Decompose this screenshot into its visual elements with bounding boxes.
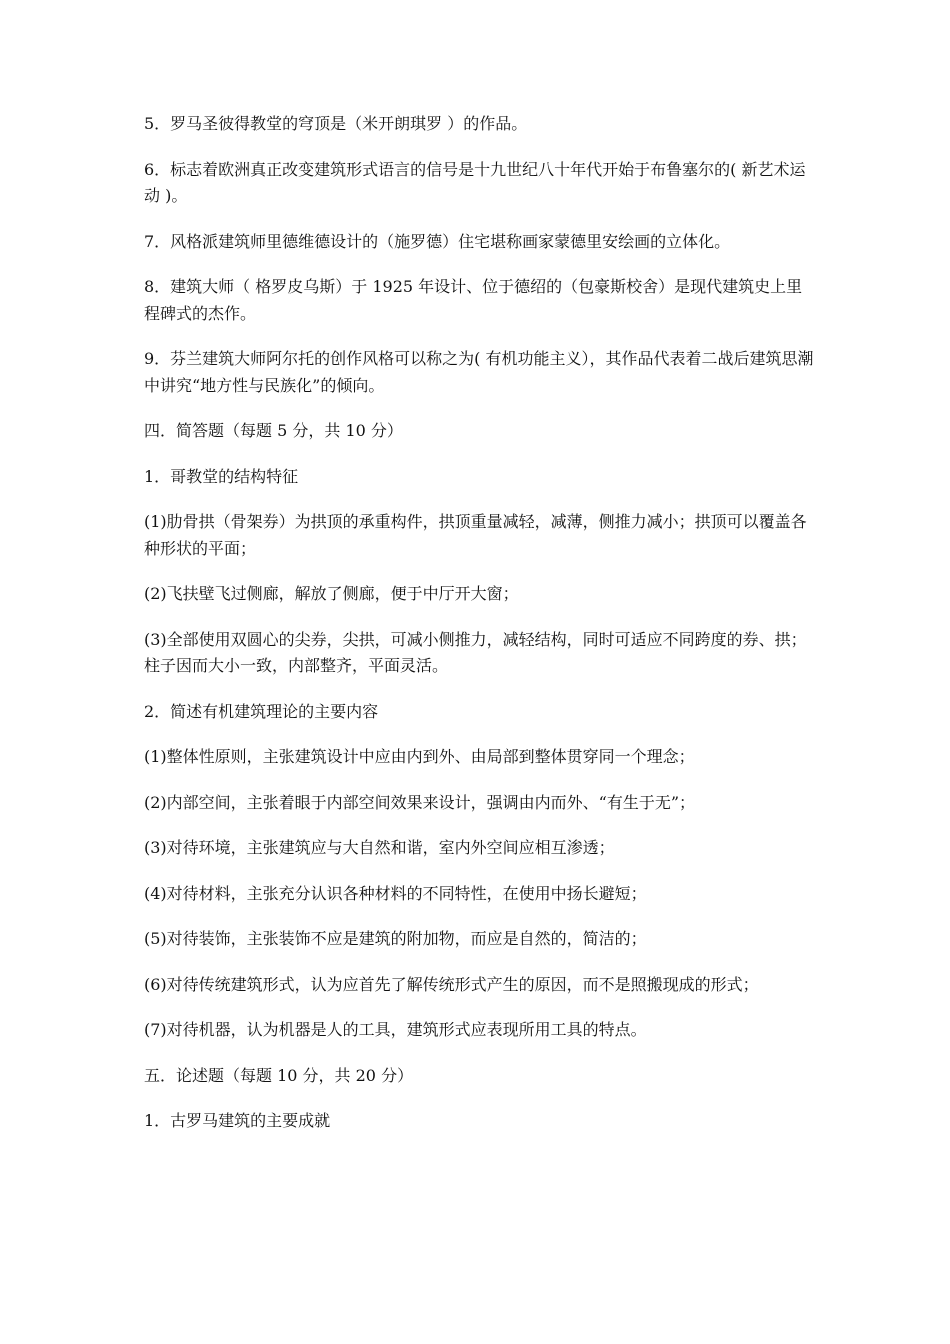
section-heading-essay: 五．论述题（每题 10 分，共 20 分） bbox=[144, 1065, 414, 1085]
answer-point: (4)对待材料，主张充分认识各种材料的不同特性，在使用中扬长避短； bbox=[144, 883, 647, 903]
answer-point: (3)全部使用双圆心的尖券，尖拱，可减小侧推力，减轻结构，同时可适应不同跨度的券、拱；柱子因而大小一致，内部整齐，平面灵活。 bbox=[144, 629, 807, 675]
fill-blank-item-8: 8．建筑大师（ 格罗皮乌斯）于 1925 年设计、位于德绍的（包豪斯校舍）是现代建筑史上里程碑式的杰作。 bbox=[144, 277, 803, 323]
fill-blank-item-9: 9．芬兰建筑大师阿尔托的创作风格可以称之为( 有机功能主义），其作品代表着二战后建筑思潮中讲究“地方性与民族化”的倾向。 bbox=[144, 349, 814, 395]
answer-point: (7)对待机器，认为机器是人的工具，建筑形式应表现所用工具的特点。 bbox=[144, 1020, 647, 1039]
answer-point: (6)对待传统建筑形式，认为应首先了解传统形式产生的原因，而不是照搬现成的形式； bbox=[144, 974, 759, 994]
answer-point: (1)肋骨拱（骨架券）为拱顶的承重构件，拱顶重量减轻，减薄，侧推力减小；拱顶可以覆盖各种形状的平面； bbox=[144, 512, 807, 558]
answer-point: (2)内部空间，主张着眼于内部空间效果来设计，强调由内而外、“有生于无”； bbox=[144, 792, 696, 812]
question-1-title: 1．哥教堂的结构特征 bbox=[144, 466, 299, 486]
answer-point: (5)对待装饰，主张装饰不应是建筑的附加物，而应是自然的，简洁的； bbox=[144, 929, 647, 948]
fill-blank-item-5: 5．罗马圣彼得教堂的穹顶是（米开朗琪罗 ）的作品。 bbox=[144, 114, 528, 133]
fill-blank-item-7: 7．风格派建筑师里德维德设计的（施罗德）住宅堪称画家蒙德里安绘画的立体化。 bbox=[144, 231, 731, 251]
answer-point: (2)飞扶壁飞过侧廊，解放了侧廊，便于中厅开大窗； bbox=[144, 584, 519, 603]
document-page bbox=[144, 111, 814, 1154]
answer-point: (1)整体性原则，主张建筑设计中应由内到外、由局部到整体贯穿同一个理念； bbox=[144, 747, 695, 766]
answer-point: (3)对待环境，主张建筑应与大自然和谐，室内外空间应相互渗透； bbox=[144, 838, 615, 857]
section-heading-short-answer: 四．简答题（每题 5 分，共 10 分） bbox=[144, 421, 403, 440]
essay-question-1-title: 1．古罗马建筑的主要成就 bbox=[144, 1111, 331, 1130]
question-2-title: 2．简述有机建筑理论的主要内容 bbox=[144, 701, 379, 721]
fill-blank-item-6: 6．标志着欧洲真正改变建筑形式语言的信号是十九世纪八十年代开始于布鲁塞尔的( 新艺术运动 )。 bbox=[144, 159, 806, 205]
